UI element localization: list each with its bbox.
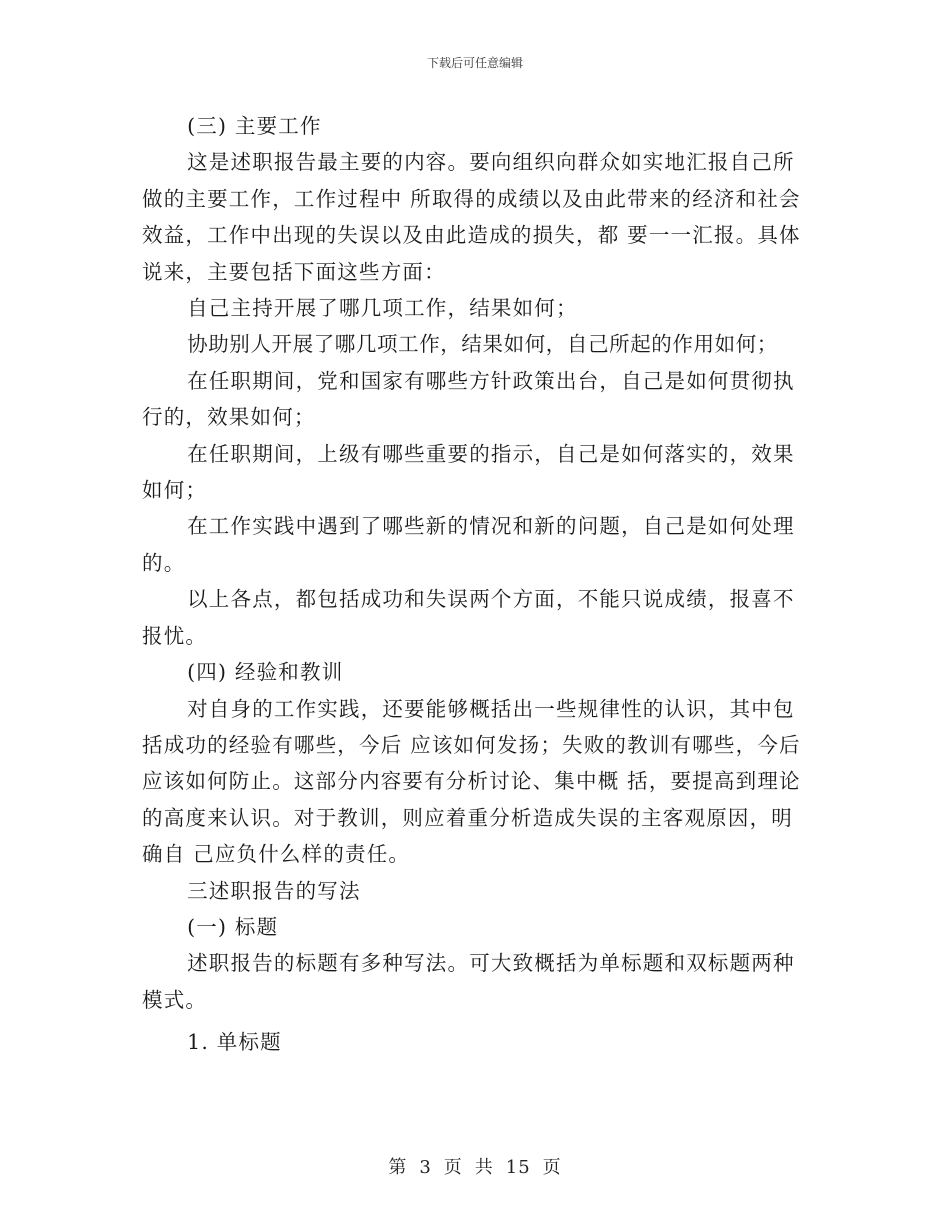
section-heading-experience: (四) 经验和教训 [187, 660, 344, 685]
section-heading-main-work: (三) 主要工作 [187, 114, 322, 138]
page-header: 下载后可任意编辑 [426, 56, 523, 70]
paragraph-summary: 以上各点，都包括成功和失误两个方面，不能只说成绩，报喜不报忧。 [142, 587, 795, 648]
page-footer [0, 1153, 950, 1179]
document-body [142, 108, 814, 1061]
section-heading-writing: 三述职报告的写法 [187, 878, 361, 903]
page-current: 3 [419, 1157, 432, 1178]
list-item-assisted-work: 协助别人开展了哪几项工作，结果如何，自己所起的作用如何； [187, 332, 778, 357]
list-item-led-work: 自己主持开展了哪几项工作，结果如何； [187, 296, 578, 321]
list-item-instructions: 在任职期间，上级有哪些重要的指示，自己是如何落实的，效果如何； [142, 441, 795, 503]
page-label: 第 [388, 1157, 408, 1178]
list-item-policies: 在任职期间，党和国家有哪些方针政策出台，自己是如何贯彻执行的，效果如何； [142, 368, 795, 430]
paragraph-main-work-intro: 这是述职报告最主要的内容。要向组织向群众如实地汇报自己所做的主要工作，工作过程中 所取得的成绩以及由此带来的经济和社会效益，工作中出现的失误以及由此造成的损失，都 要一一汇报。具体说来，主要包括下面这些方面： [142, 150, 801, 284]
section-heading-title: (一) 标题 [187, 914, 279, 939]
paragraph-title-types: 述职报告的标题有多种写法。可大致概括为单标题和双标题两种模式。 [142, 951, 795, 1012]
list-item-new-problems: 在工作实践中遇到了哪些新的情况和新的问题，自己是如何处理的。 [142, 514, 795, 575]
page-unit: 页 [443, 1157, 463, 1178]
total-label: 共 [474, 1157, 494, 1178]
paragraph-experience: 对自身的工作实践，还要能够概括出一些规律性的认识，其中包括成功的经验有哪些，今后 应该如何发扬；失败的教训有哪些，今后应该如何防止。这部分内容要有分析讨论、集中概 括，要提高到理论的高度来认识。对于教训，则应着重分析造成失误的主客观原因，明确自 己应负什么样的责任。 [142, 696, 801, 867]
page-total: 15 [505, 1157, 531, 1178]
total-unit: 页 [542, 1157, 562, 1178]
list-heading-single-title: 1. 单标题 [187, 1030, 282, 1055]
